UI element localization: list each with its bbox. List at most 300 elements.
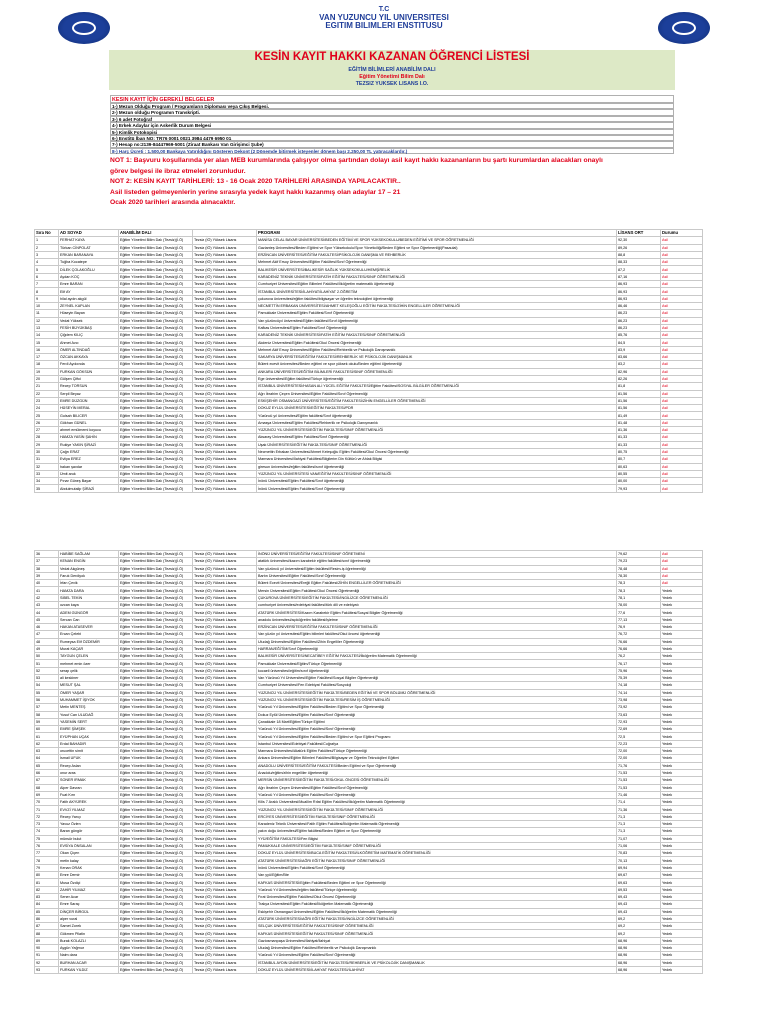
row-number: 14 — [35, 332, 59, 339]
table-row — [35, 324, 703, 331]
status-cell: Asil — [661, 324, 703, 331]
department-cell: Eğitim Yönetimi Bilim Dalı (Tezsiz)(İ.Ö) — [119, 667, 193, 674]
row-number: 91 — [35, 952, 59, 959]
table-row — [35, 660, 703, 667]
program-type-cell: Tezsiz (İÖ) Yüksek Lisans — [193, 361, 257, 368]
program-type-cell: Tezsiz (İÖ) Yüksek Lisans — [193, 660, 257, 667]
gpa-cell: 80,7 — [617, 456, 661, 463]
department-cell: Eğitim Yönetimi Bilim Dalı (Tezsiz)(İ.Ö) — [119, 769, 193, 776]
table-row — [35, 587, 703, 594]
table-row — [35, 332, 703, 339]
status-cell: Yedek — [661, 667, 703, 674]
gpa-cell: 69,67 — [617, 872, 661, 879]
row-number: 60 — [35, 726, 59, 733]
undergraduate-program-cell: Van yüzüncü yıl üniversitesi/Eğitim fakültesi/Resim-iş öğretmenliği — [257, 565, 617, 572]
department-cell: Eğitim Yönetimi Bilim Dalı (Tezsiz)(İ.Ö) — [119, 478, 193, 485]
undergraduate-program-cell: Uşak ÜNİVERSİTESİ/EĞİTİM FAKÜLTESİ/SINIF ÖĞRETMENLİĞİ — [257, 441, 617, 448]
table-row — [35, 937, 703, 944]
row-number: 48 — [35, 638, 59, 645]
department-cell: Eğitim Yönetimi Bilim Dalı (Tezsiz)(İ.Ö) — [119, 448, 193, 455]
student-name: Ümit aruk — [59, 470, 119, 477]
header-line: VAN YUZUNCU YIL UNIVERSITESI — [319, 13, 449, 22]
program-type-cell: Tezsiz (İÖ) Yüksek Lisans — [193, 638, 257, 645]
gpa-cell: 83,66 — [617, 354, 661, 361]
student-name: Emre Demir — [59, 872, 119, 879]
student-name: Recep Yarıçı — [59, 813, 119, 820]
row-number: 6 — [35, 273, 59, 280]
department-cell: Eğitim Yönetimi Bilim Dalı (Tezsiz)(İ.Ö) — [119, 726, 193, 733]
table-row — [35, 689, 703, 696]
department-cell: Eğitim Yönetimi Bilim Dalı (Tezsiz)(İ.Ö) — [119, 784, 193, 791]
row-number: 3 — [35, 251, 59, 258]
status-cell: Asil — [661, 302, 703, 309]
department-cell: Eğitim Yönetimi Bilim Dalı (Tezsiz)(İ.Ö) — [119, 799, 193, 806]
program-type-cell: Tezsiz (İÖ) Yüksek Lisans — [193, 324, 257, 331]
department-cell: Eğitim Yönetimi Bilim Dalı (Tezsiz)(İ.Ö) — [119, 551, 193, 558]
status-cell: Yedek — [661, 901, 703, 908]
department-cell: Eğitim Yönetimi Bilim Dalı (Tezsiz)(İ.Ö) — [119, 397, 193, 404]
department-cell: Eğitim Yönetimi Bilim Dalı (Tezsiz)(İ.Ö) — [119, 638, 193, 645]
status-cell: Yedek — [661, 777, 703, 784]
status-cell: Yedek — [661, 755, 703, 762]
gpa-cell: 73,63 — [617, 711, 661, 718]
student-name: DİNÇER BİRGÜL — [59, 908, 119, 915]
status-cell: Yedek — [661, 923, 703, 930]
undergraduate-program-cell: Yüzüncü Yıl Üniversitesi/Eğitim Fakültesi/Sınıf Öğretmenliği — [257, 791, 617, 798]
department-cell: Eğitim Yönetimi Bilim Dalı (Tezsiz)(İ.Ö) — [119, 332, 193, 339]
table-row — [35, 777, 703, 784]
row-number: 7 — [35, 281, 59, 288]
student-name: HÜSEYİN MERAL — [59, 405, 119, 412]
undergraduate-program-cell: Yüzüncü yıl üniversitesi/Eğitim fakültesi/Sınıf öğretmenliği — [257, 412, 617, 419]
status-cell: Yedek — [661, 653, 703, 660]
program-type-cell: Tezsiz (İÖ) Yüksek Lisans — [193, 412, 257, 419]
student-name: Aygün Yağmur — [59, 945, 119, 952]
student-name: HAMZA YASİN ŞAHİN — [59, 434, 119, 441]
row-number: 65 — [35, 762, 59, 769]
status-cell: Yedek — [661, 623, 703, 630]
gpa-cell: 81,49 — [617, 412, 661, 419]
program-type-cell: Tezsiz (İÖ) Yüksek Lisans — [193, 704, 257, 711]
gpa-cell: 86,23 — [617, 317, 661, 324]
student-name: Emre BARAN — [59, 281, 119, 288]
row-number: 85 — [35, 908, 59, 915]
student-name: Yusuf Can ULUDAĞ — [59, 711, 119, 718]
department-cell: Eğitim Yönetimi Bilim Dalı (Tezsiz)(İ.Ö) — [119, 857, 193, 864]
department-cell: Eğitim Yönetimi Bilim Dalı (Tezsiz)(İ.Ö) — [119, 704, 193, 711]
table-row — [35, 850, 703, 857]
table-row — [35, 266, 703, 273]
requirement-item: 1-) Mezun Olduğu Program / Programların Diploması veya Çıkış Belgesi. — [110, 103, 674, 109]
gpa-cell: 71,3 — [617, 828, 661, 835]
row-number: 77 — [35, 850, 59, 857]
program-type-cell: Tezsiz (İÖ) Yüksek Lisans — [193, 266, 257, 273]
table-row — [35, 952, 703, 959]
undergraduate-program-cell: HARRAN/EĞİTİM/Sınıf Öğretmenliği — [257, 645, 617, 652]
gpa-cell: 71,36 — [617, 806, 661, 813]
row-number: 79 — [35, 864, 59, 871]
department-cell: Eğitim Yönetimi Bilim Dalı (Tezsiz)(İ.Ö) — [119, 558, 193, 565]
undergraduate-program-cell: Bülent ecevit üniversitesi/Beden eğitimi ve spor yüksek okulu/Beden eğitimi öğretmenliği — [257, 361, 617, 368]
department-cell: Eğitim Yönetimi Bilim Dalı (Tezsiz)(İ.Ö) — [119, 339, 193, 346]
status-cell: Asil — [661, 470, 703, 477]
status-cell: Asil — [661, 273, 703, 280]
row-number: 58 — [35, 711, 59, 718]
program-type-cell: Tezsiz (İÖ) Yüksek Lisans — [193, 463, 257, 470]
student-name: KENAN ENGİN — [59, 558, 119, 565]
student-name: ali keskiner — [59, 675, 119, 682]
department-cell: Eğitim Yönetimi Bilim Dalı (Tezsiz)(İ.Ö) — [119, 675, 193, 682]
program-type-cell: Tezsiz (İÖ) Yüksek Lisans — [193, 879, 257, 886]
program-type-cell: Tezsiz (İÖ) Yüksek Lisans — [193, 886, 257, 893]
program-type-cell: Tezsiz (İÖ) Yüksek Lisans — [193, 339, 257, 346]
program-type-cell: Tezsiz (İÖ) Yüksek Lisans — [193, 653, 257, 660]
undergraduate-program-cell: Yüzüncü Yıl Üniversitesi/Eğitim Fakültesi/Sınıf Öğretmenliği — [257, 726, 617, 733]
status-cell: Asil — [661, 580, 703, 587]
column-header: ANABİLİM DALI — [119, 230, 193, 237]
gpa-cell: 87,16 — [617, 273, 661, 280]
gpa-cell: 72,00 — [617, 755, 661, 762]
row-number: 21 — [35, 383, 59, 390]
undergraduate-program-cell: ÇUKUROVA ÜNİVERSİTESİ/EĞİTİM FAKÜLTESİ/İNGİLİZCE ÖĞRETMENLİĞİ — [257, 594, 617, 601]
gpa-cell: 69,63 — [617, 879, 661, 886]
gpa-cell: 86,93 — [617, 295, 661, 302]
row-number: 24 — [35, 405, 59, 412]
student-name: Çağrı ERAT — [59, 448, 119, 455]
program-type-cell: Tezsiz (İÖ) Yüksek Lisans — [193, 565, 257, 572]
undergraduate-program-cell: Yüzüncü Yıl Üniversitesi/Eğitim Fakültesi/Sınıf Öğretmenliği — [257, 952, 617, 959]
gpa-cell: 71,3 — [617, 820, 661, 827]
gpa-cell: 72,5 — [617, 733, 661, 740]
table-row — [35, 645, 703, 652]
gpa-cell: 68,96 — [617, 966, 661, 973]
gpa-cell: 71,53 — [617, 769, 661, 776]
undergraduate-program-cell: İNÖNÜ ÜNİVERSİTESİ/EĞİTİM FAKÜLTESİ/SINIF ÖĞRETMENİ — [257, 551, 617, 558]
table-row — [35, 623, 703, 630]
status-cell: Asil — [661, 266, 703, 273]
department-cell: Eğitim Yönetimi Bilim Dalı (Tezsiz)(İ.Ö) — [119, 893, 193, 900]
undergraduate-program-cell: KAFKAS ÜNİVERSİTESİ/Eğitim Fakültesi/Beden Eğitimi ve Spor Öğretmenliği — [257, 879, 617, 886]
student-name: Çiğdem KILIÇ — [59, 332, 119, 339]
gpa-cell: 78,30 — [617, 572, 661, 579]
status-cell: Yedek — [661, 631, 703, 638]
undergraduate-program-cell: İSTANBUL AYDIN ÜNİVERSİTESİ/EĞİTİM FAKÜLTESİ/REHBERLİK VE PSİKOLOJİK DANIŞMANLIK — [257, 959, 617, 966]
status-cell: Yedek — [661, 806, 703, 813]
gpa-cell: 68,96 — [617, 937, 661, 944]
table-row — [35, 580, 703, 587]
student-name: Emre Saraç — [59, 901, 119, 908]
undergraduate-program-cell: ATATÜRK ÜNİVERSİTESİ/AĞRI EĞİTİM FAKÜLTESİ/SINIF ÖĞRETMENLİĞİ — [257, 857, 617, 864]
student-name: orucettin simit — [59, 748, 119, 755]
student-name: Musa Özdiçi — [59, 879, 119, 886]
undergraduate-program-cell: Yüzüncü Yıl Üniversitesi/Eğitim Fakültesi/Beden Eğitimi ve Spor Eğitimi Programı — [257, 733, 617, 740]
row-number: 1 — [35, 237, 59, 244]
undergraduate-program-cell: DOKUZ EYLÜL ÜNİVERSİTESİ/İLAHİYAT FAKÜLTESİ/İLAHİYAT — [257, 966, 617, 973]
table-row — [35, 441, 703, 448]
institution-header — [0, 6, 768, 30]
gpa-cell: 76,66 — [617, 645, 661, 652]
undergraduate-program-cell: MANİSA CELAL BAYAR ÜNİVERSİTESİ/BEDEN EĞİTİMİ VE SPOR YÜKSEKOKULU/BEDEN EĞİTİMİ VE SPOR ÖĞRETMENLİĞİ — [257, 237, 617, 244]
program-type-cell: Tezsiz (İÖ) Yüksek Lisans — [193, 959, 257, 966]
program-type-cell: Tezsiz (İÖ) Yüksek Lisans — [193, 799, 257, 806]
row-number: 70 — [35, 799, 59, 806]
undergraduate-program-cell: Uludağ Üniversitesi/Eğitim Fakültesi/Rehberlik ve Psikolojik Danışmanlık — [257, 945, 617, 952]
department-cell: Eğitim Yönetimi Bilim Dalı (Tezsiz)(İ.Ö) — [119, 696, 193, 703]
undergraduate-program-cell: PAMUKKALE ÜNİVERSİTESİ/EĞİTİM FAKÜLTESİ/SINIF ÖĞRETMENLİĞİ — [257, 842, 617, 849]
status-cell: Yedek — [661, 857, 703, 864]
gpa-cell: 81,56 — [617, 390, 661, 397]
student-name: Kenan ORAK — [59, 864, 119, 871]
gpa-cell: 78,3 — [617, 580, 661, 587]
undergraduate-program-cell: ERZİNCAN ÜNİVERSİTESİ/EĞİTİM FAKÜLTESİ/PSİKOLOJİK DANIŞMA VE REHBERLİK — [257, 251, 617, 258]
table-row — [35, 609, 703, 616]
student-name: Metin MENTEŞ — [59, 704, 119, 711]
row-number: 49 — [35, 645, 59, 652]
row-number: 28 — [35, 434, 59, 441]
table-row — [35, 383, 703, 390]
department-cell: Eğitim Yönetimi Bilim Dalı (Tezsiz)(İ.Ö) — [119, 324, 193, 331]
gpa-cell: 83,2 — [617, 361, 661, 368]
gpa-cell: 81,48 — [617, 419, 661, 426]
student-name: Alper Davran — [59, 784, 119, 791]
student-name: SONER IRMAK — [59, 777, 119, 784]
department-cell: Eğitim Yönetimi Bilim Dalı (Tezsiz)(İ.Ö) — [119, 748, 193, 755]
status-cell: Yedek — [661, 828, 703, 835]
row-number: 19 — [35, 368, 59, 375]
department-cell: Eğitim Yönetimi Bilim Dalı (Tezsiz)(İ.Ö) — [119, 354, 193, 361]
program-type-cell: Tezsiz (İÖ) Yüksek Lisans — [193, 806, 257, 813]
program-type-cell: Tezsiz (İÖ) Yüksek Lisans — [193, 375, 257, 382]
student-name: Sercan Can — [59, 616, 119, 623]
row-number: 20 — [35, 375, 59, 382]
undergraduate-program-cell: Yüzüncü Yıl Üniversitesi/Eğitim Fakültesi/Beden Eğitimi ve Spor Öğretmenliği — [257, 704, 617, 711]
table-row — [35, 784, 703, 791]
program-type-cell: Tezsiz (İÖ) Yüksek Lisans — [193, 551, 257, 558]
student-name: Naim dara — [59, 952, 119, 959]
program-type-cell: Tezsiz (İÖ) Yüksek Lisans — [193, 915, 257, 922]
table-row — [35, 711, 703, 718]
gpa-cell: 69,2 — [617, 923, 661, 930]
student-name: ÖZCAN AKKAYA — [59, 354, 119, 361]
status-cell: Yedek — [661, 835, 703, 842]
department-cell: Eğitim Yönetimi Bilim Dalı (Tezsiz)(İ.Ö) — [119, 237, 193, 244]
status-cell: Yedek — [661, 689, 703, 696]
gpa-cell: 76,17 — [617, 660, 661, 667]
status-cell: Asil — [661, 244, 703, 251]
program-type-cell: Tezsiz (İÖ) Yüksek Lisans — [193, 828, 257, 835]
program-type-cell: Tezsiz (İÖ) Yüksek Lisans — [193, 288, 257, 295]
department-cell: Eğitim Yönetimi Bilim Dalı (Tezsiz)(İ.Ö) — [119, 616, 193, 623]
student-name: SİBEL TEKİN — [59, 594, 119, 601]
program-type-cell: Tezsiz (İÖ) Yüksek Lisans — [193, 777, 257, 784]
program-type-cell: Tezsiz (İÖ) Yüksek Lisans — [193, 397, 257, 404]
program-type-cell: Tezsiz (İÖ) Yüksek Lisans — [193, 587, 257, 594]
undergraduate-program-cell: Uludağ Üniversitesi/Eğitim Fakültesi/Zihin Engelliler Öğretmenliği — [257, 638, 617, 645]
undergraduate-program-cell: SELÇUK ÜNİVERSİTESİ/EĞİTİM FAKÜLTESİ/SINIF ÖĞRETMENLİĞİ — [257, 923, 617, 930]
program-type-cell: Tezsiz (İÖ) Yüksek Lisans — [193, 923, 257, 930]
status-cell: Asil — [661, 565, 703, 572]
status-cell: Yedek — [661, 675, 703, 682]
note-line: görev belgesi ile ibraz etmeleri zorunludur. — [110, 167, 246, 175]
row-number: 9 — [35, 295, 59, 302]
table-row — [35, 405, 703, 412]
program-type-cell: Tezsiz (İÖ) Yüksek Lisans — [193, 893, 257, 900]
status-cell: Asil — [661, 383, 703, 390]
table-row — [35, 397, 703, 404]
department-cell: Eğitim Yönetimi Bilim Dalı (Tezsiz)(İ.Ö) — [119, 609, 193, 616]
department-cell: Eğitim Yönetimi Bilim Dalı (Tezsiz)(İ.Ö) — [119, 244, 193, 251]
gpa-cell: 69,53 — [617, 886, 661, 893]
gpa-cell: 80,00 — [617, 478, 661, 485]
department-cell: Eğitim Yönetimi Bilim Dalı (Tezsiz)(İ.Ö) — [119, 302, 193, 309]
table-row — [35, 463, 703, 470]
gpa-cell: 89,26 — [617, 244, 661, 251]
gpa-cell: 81,36 — [617, 427, 661, 434]
row-number: 90 — [35, 945, 59, 952]
student-name: Vedat Yüksek — [59, 317, 119, 324]
program-type-cell: Tezsiz (İÖ) Yüksek Lisans — [193, 609, 257, 616]
status-cell: Asil — [661, 375, 703, 382]
status-cell: Yedek — [661, 893, 703, 900]
department-cell: Eğitim Yönetimi Bilim Dalı (Tezsiz)(İ.Ö) — [119, 470, 193, 477]
student-name: Rumeysa Elif ÖZDEMİR — [59, 638, 119, 645]
table-row — [35, 872, 703, 879]
row-number: 12 — [35, 317, 59, 324]
row-number: 69 — [35, 791, 59, 798]
status-cell: Yedek — [661, 959, 703, 966]
gpa-cell: 80,55 — [617, 470, 661, 477]
department-cell: Eğitim Yönetimi Bilim Dalı (Tezsiz)(İ.Ö) — [119, 266, 193, 273]
undergraduate-program-cell: çukurova üniversitesi/eğitim fakültesi/bilgisayar ve öğretim teknolojileri öğretmenliği — [257, 295, 617, 302]
gpa-cell: 79,93 — [617, 485, 661, 492]
student-name: Ahmet Avcı — [59, 339, 119, 346]
undergraduate-program-cell: İSTANBUL ÜNİVERSİTESİ/İLAHİYAT/İLAHİYAT 2.ÖĞRETİM — [257, 288, 617, 295]
student-name: FURKAN GÖKSÜN — [59, 368, 119, 375]
status-cell: Yedek — [661, 945, 703, 952]
row-number: 63 — [35, 748, 59, 755]
undergraduate-program-cell: Cumhuriyet Üniversitesi/Fen Edebiyat Fakültesi/Sosyoloji — [257, 682, 617, 689]
student-name: EYÜPHAN UÇAK — [59, 733, 119, 740]
undergraduate-program-cell: kocaeli üniversitesi/eğitim/sınıf öğretmenliği — [257, 667, 617, 674]
table-row — [35, 558, 703, 565]
undergraduate-program-cell: YÜZÜNCÜ YIL ÜNİVERSİTESİ/EĞİTİM FAKÜLTESİ/RESİM İŞ ÖĞRETMENLİĞİ — [257, 696, 617, 703]
undergraduate-program-cell: Dokuz Eylül Üniversitesi/Eğitim Fakültesi/Sınıf Öğretmenliği — [257, 711, 617, 718]
table-row — [35, 456, 703, 463]
undergraduate-program-cell: ESKİŞEHİR OSMANGAZİ ÜNİVERSİTESİ/EĞİTİM FAKÜLTESİ/ZİHİN ENGELLİLER ÖĞRETMENLİĞİ — [257, 397, 617, 404]
program-type-cell: Tezsiz (İÖ) Yüksek Lisans — [193, 631, 257, 638]
student-name: Ferdi Aydoında — [59, 361, 119, 368]
table-row — [35, 828, 703, 835]
table-row — [35, 448, 703, 455]
student-name: Murat KAÇAR — [59, 645, 119, 652]
program-type-cell: Tezsiz (İÖ) Yüksek Lisans — [193, 580, 257, 587]
department-cell: Eğitim Yönetimi Bilim Dalı (Tezsiz)(İ.Ö) — [119, 952, 193, 959]
requirement-item: 7-) Hesap no:2139-84447969-5001 (Ziraat Bankası Van Girişimci Şube) — [110, 141, 674, 147]
department-cell: Eğitim Yönetimi Bilim Dalı (Tezsiz)(İ.Ö) — [119, 930, 193, 937]
row-number: 4 — [35, 259, 59, 266]
program-type-cell: Tezsiz (İÖ) Yüksek Lisans — [193, 696, 257, 703]
program-type-cell: Tezsiz (İÖ) Yüksek Lisans — [193, 864, 257, 871]
student-name: İrfan Çevik — [59, 580, 119, 587]
student-name: hakan şavdar — [59, 463, 119, 470]
table-row — [35, 572, 703, 579]
program-type-cell: Tezsiz (İÖ) Yüksek Lisans — [193, 740, 257, 747]
program-type-cell: Tezsiz (İÖ) Yüksek Lisans — [193, 602, 257, 609]
program-type-cell: Tezsiz (İÖ) Yüksek Lisans — [193, 784, 257, 791]
gpa-cell: 71,07 — [617, 835, 661, 842]
table-row — [35, 733, 703, 740]
gpa-cell: 86,93 — [617, 288, 661, 295]
table-row — [35, 565, 703, 572]
note-line: NOT 2: KESİN KAYIT TARİHLERİ: 13 - 16 Ocak 2020 TARİHLERİ ARASINDA YAPILACAKTIR.. — [110, 178, 401, 185]
student-name: Burak KOLAZLI — [59, 937, 119, 944]
student-name: Okan Çiçen — [59, 850, 119, 857]
student-name: Fuat Kırn — [59, 791, 119, 798]
status-cell: Asil — [661, 251, 703, 258]
department-cell: Eğitim Yönetimi Bilim Dalı (Tezsiz)(İ.Ö) — [119, 886, 193, 893]
status-cell: Asil — [661, 317, 703, 324]
table-row — [35, 390, 703, 397]
gpa-cell: 87,2 — [617, 266, 661, 273]
undergraduate-program-cell: Çanakkale 18 Mart/Eğitim/Türkçe Eğitimi — [257, 718, 617, 725]
department-cell: Eğitim Yönetimi Bilim Dalı (Tezsiz)(İ.Ö) — [119, 281, 193, 288]
undergraduate-program-cell: ERZİNCAN ÜNİVERSİTESİ/EĞİTİM FAKÜLTESİ/SINIF ÖĞRETMENLİĞİ — [257, 623, 617, 630]
gpa-cell: 77,13 — [617, 616, 661, 623]
department-cell: Eğitim Yönetimi Bilim Dalı (Tezsiz)(İ.Ö) — [119, 390, 193, 397]
department-cell: Eğitim Yönetimi Bilim Dalı (Tezsiz)(İ.Ö) — [119, 689, 193, 696]
status-cell: Yedek — [661, 609, 703, 616]
table-row — [35, 959, 703, 966]
department-cell: Eğitim Yönetimi Bilim Dalı (Tezsiz)(İ.Ö) — [119, 259, 193, 266]
table-row — [35, 748, 703, 755]
table-row — [35, 551, 703, 558]
requirements-heading: KESIN KAYIT İÇİN GEREKLİ BELGELER — [110, 95, 674, 103]
gpa-cell: 71,3 — [617, 813, 661, 820]
table-row — [35, 923, 703, 930]
student-name: Gülşen Çiftci — [59, 375, 119, 382]
status-cell: Yedek — [661, 726, 703, 733]
gpa-cell: 70,13 — [617, 857, 661, 864]
department-subtitle: EĞİTİM BİLİMLERİ ANABİLİM DALI — [348, 67, 436, 73]
gpa-cell: 85,76 — [617, 332, 661, 339]
undergraduate-program-cell: Pamukkale Üniversitesi/Eğitim/Türkçe Öğretmenliği — [257, 660, 617, 667]
program-type-cell: Tezsiz (İÖ) Yüksek Lisans — [193, 281, 257, 288]
status-cell: Asil — [661, 390, 703, 397]
row-number: 13 — [35, 324, 59, 331]
student-name: Abdulmutalip ŞİRAZİ — [59, 485, 119, 492]
undergraduate-program-cell: Mehmet Akif Ersoy Üniversitesi/Eğitim Fakültesi/Sınıf Öğretmenliği — [257, 259, 617, 266]
table-row — [35, 820, 703, 827]
gpa-cell: 68,96 — [617, 945, 661, 952]
requirement-item: 6-) Enstitü İban NO: TR76 0001 0021 3984 4479 6950 01 — [110, 135, 674, 141]
status-cell: Yedek — [661, 704, 703, 711]
status-cell: Asil — [661, 332, 703, 339]
table-row — [35, 791, 703, 798]
gpa-cell: 81,56 — [617, 405, 661, 412]
program-type-cell: Tezsiz (İÖ) Yüksek Lisans — [193, 872, 257, 879]
table-row — [35, 310, 703, 317]
program-type-cell: Tezsiz (İÖ) Yüksek Lisans — [193, 317, 257, 324]
student-name: Yavuz Özlen — [59, 820, 119, 827]
gpa-cell: 86,23 — [617, 324, 661, 331]
row-number: 80 — [35, 872, 59, 879]
program-type-cell: Tezsiz (İÖ) Yüksek Lisans — [193, 645, 257, 652]
table-row — [35, 281, 703, 288]
student-name: HABİBE SAĞLAM — [59, 551, 119, 558]
status-cell: Yedek — [661, 879, 703, 886]
program-type-cell: Tezsiz (İÖ) Yüksek Lisans — [193, 930, 257, 937]
student-name: ERKAN BARANAYA — [59, 251, 119, 258]
